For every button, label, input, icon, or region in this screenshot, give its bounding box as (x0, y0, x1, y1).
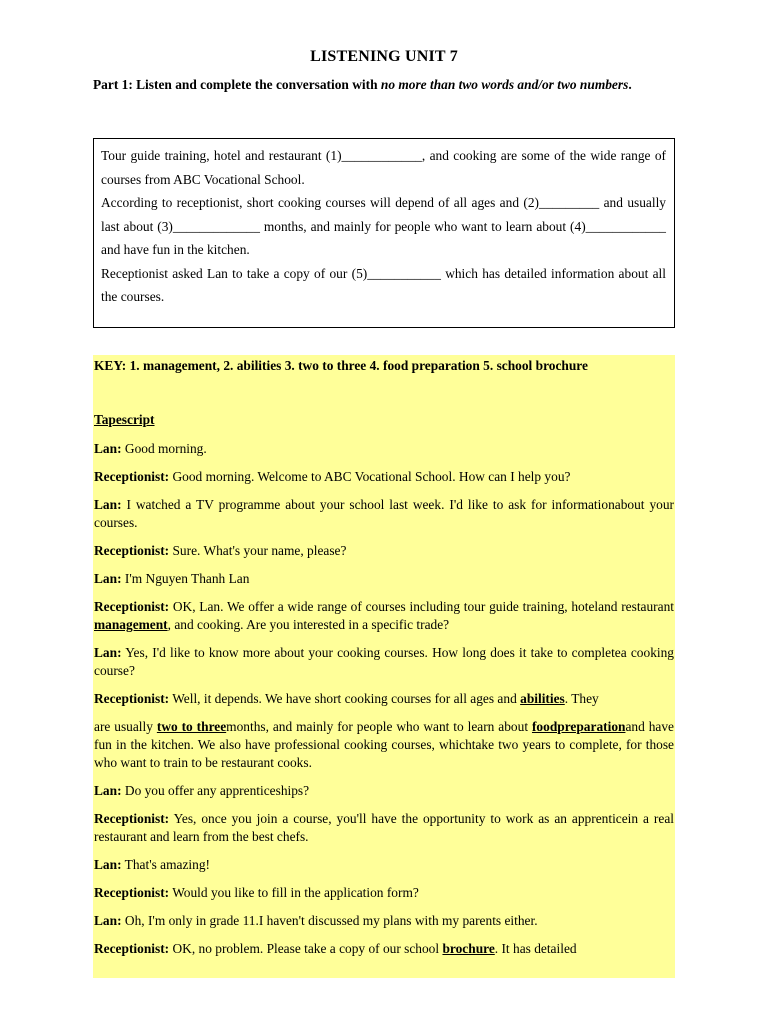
key-word: management (94, 617, 168, 632)
speaker: Lan: (94, 497, 122, 512)
speaker: Lan: (94, 857, 122, 872)
script-line (94, 644, 674, 680)
key-word: brochure (442, 941, 495, 956)
line-text: . They (564, 691, 599, 706)
gap-paragraph-3: Receptionist asked Lan to take a copy of our (5)___________ which has detailed information about all the courses. (101, 265, 666, 304)
speaker: Receptionist: (94, 941, 170, 956)
line-text: Oh, I'm only in grade 11.I haven't discussed my plans with my parents either. (121, 913, 538, 928)
script-line (94, 598, 674, 634)
line-text: , and cooking. Are you interested in a specific trade? (167, 617, 450, 632)
script-line (94, 940, 674, 958)
speaker: Lan: (94, 441, 122, 456)
line-text: and have fun in the kitchen. We also have professional cooking courses, whichtake two years to complete, for those who want to train to be restaurant cooks. (94, 719, 674, 770)
part-label: Part 1: Listen and complete the conversation with (93, 77, 381, 92)
page-title: LISTENING UNIT 7 (310, 48, 458, 65)
script-line (94, 810, 674, 846)
line-text: Good morning. (121, 441, 207, 456)
line-text: Yes, I'd like to know more about your cooking courses. How long does it take to completea cooking course? (94, 645, 674, 678)
script-line (94, 496, 674, 532)
answer-key: KEY: 1. management, 2. abilities 3. two to three 4. food preparation 5. school brochure (94, 358, 588, 373)
instruction-emphasis: no more than two words and/or two numbers (380, 77, 629, 92)
script-line (94, 440, 674, 458)
line-text: months, and mainly for people who want to learn about (226, 719, 532, 734)
script-line (94, 912, 674, 930)
speaker: Receptionist: (94, 885, 170, 900)
tapescript-heading: Tapescript (94, 412, 155, 427)
script-line (94, 468, 674, 486)
script-line (94, 884, 674, 902)
line-text: are usually (94, 719, 157, 734)
line-text: Good morning. Welcome to ABC Vocational School. How can I help you? (169, 469, 571, 484)
script-line (94, 690, 674, 708)
script-line (94, 782, 674, 800)
gap-fill-box (93, 138, 675, 328)
line-text: I'm Nguyen Thanh Lan (121, 571, 250, 586)
speaker: Receptionist: (94, 543, 170, 558)
speaker: Lan: (94, 913, 122, 928)
gap-paragraph-1: Tour guide training, hotel and restaurant (1)____________, and cooking are some of the wide range of courses from ABC Vocational School. (101, 148, 666, 187)
line-text: Well, it depends. We have short cooking courses for all ages and (169, 691, 521, 706)
line-text: OK, no problem. Please take a copy of our school (169, 941, 443, 956)
gap-paragraph-2: According to receptionist, short cooking courses will depend of all ages and (2)_________ and usually last about (3)_____________ months, and mainly for people who want to learn about (4)____________ and have fun in the kitchen. (101, 195, 666, 257)
speaker: Receptionist: (94, 811, 170, 826)
speaker: Lan: (94, 571, 122, 586)
line-text: OK, Lan. We offer a wide range of courses including tour guide training, hoteland restaurant (169, 599, 674, 614)
key-word: foodpreparation (531, 719, 626, 734)
line-text: I watched a TV programme about your school last week. I'd like to ask for informationabout your courses. (94, 497, 674, 530)
script-line (94, 570, 674, 588)
line-text: . It has detailed (494, 941, 577, 956)
key-word: two to three (156, 719, 227, 734)
script-line (94, 718, 674, 772)
answer-key-section (93, 355, 675, 978)
key-word: abilities (520, 691, 565, 706)
tapescript-lines (94, 440, 674, 968)
speaker: Receptionist: (94, 599, 170, 614)
speaker: Lan: (94, 645, 122, 660)
speaker: Receptionist: (94, 691, 170, 706)
speaker: Lan: (94, 783, 122, 798)
script-line (94, 856, 674, 874)
line-text: That's amazing! (121, 857, 210, 872)
line-text: Yes, once you join a course, you'll have the opportunity to work as an apprenticein a real restaurant and learn from the best chefs. (94, 811, 674, 844)
line-text: Would you like to fill in the application form? (169, 885, 419, 900)
script-line (94, 542, 674, 560)
instructions (93, 72, 674, 97)
speaker: Receptionist: (94, 469, 170, 484)
line-text: Sure. What's your name, please? (169, 543, 347, 558)
instruction-end: . (628, 77, 632, 92)
line-text: Do you offer any apprenticeships? (121, 783, 310, 798)
